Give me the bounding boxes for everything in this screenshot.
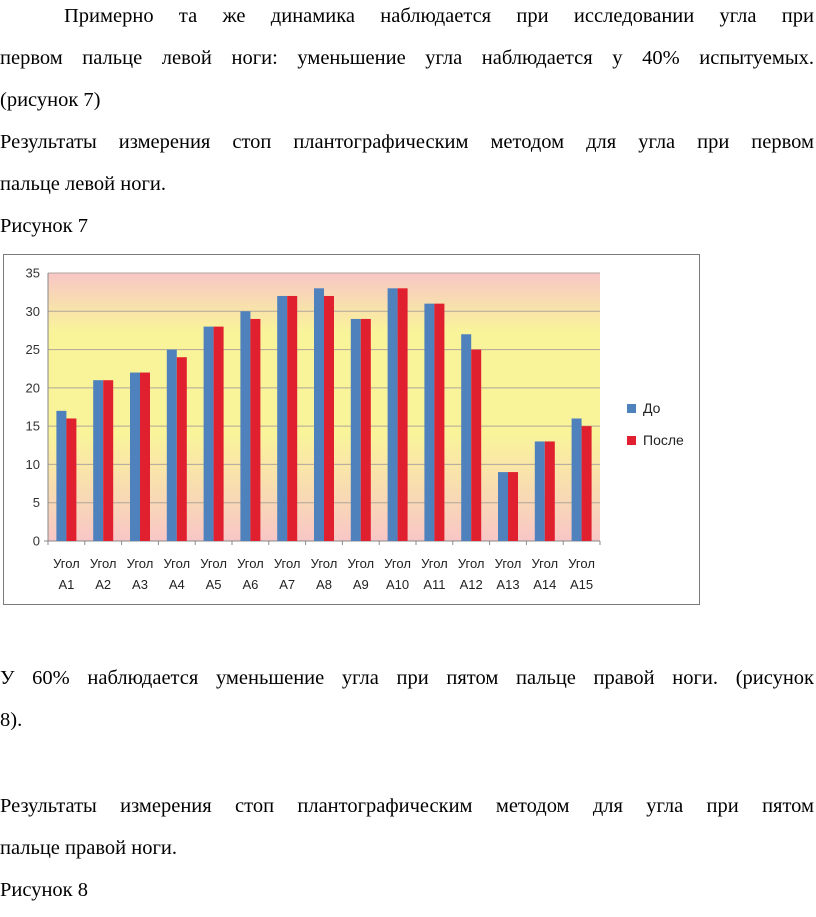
bar-posle-7 [287, 296, 297, 541]
bar-do-9 [351, 319, 361, 541]
chart-svg [4, 255, 699, 604]
x-tick-label: А15 [570, 577, 594, 592]
x-tick-label: Угол [126, 556, 154, 571]
x-tick-label: А13 [496, 577, 520, 592]
bar-do-11 [424, 304, 434, 541]
bar-posle-5 [214, 327, 224, 541]
x-tick-label: А5 [205, 577, 222, 592]
bar-do-7 [277, 296, 287, 541]
bar-posle-12 [471, 350, 481, 541]
legend-label-posle: После [643, 432, 684, 448]
bar-do-5 [204, 327, 214, 541]
bar-posle-8 [324, 296, 334, 541]
bar-do-14 [535, 441, 545, 541]
bar-do-13 [498, 472, 508, 541]
paragraph-1-line-2: первом пальце левой ноги: уменьшение угла наблюдается у 40% испытуемых. [0, 47, 814, 69]
x-tick-label: Угол [89, 556, 117, 571]
bar-posle-1 [66, 418, 76, 541]
bar-do-4 [167, 350, 177, 541]
bar-posle-15 [582, 426, 592, 541]
x-tick-label: Угол [347, 556, 375, 571]
x-tick-label: А11 [423, 577, 446, 592]
x-tick-label: А3 [132, 577, 148, 592]
x-tick-label: Угол [237, 556, 264, 571]
paragraph-3-line-1: У 60% наблюдается уменьшение угла при пятом пальце правой ноги. (рисунок [0, 667, 814, 689]
x-tick-label: Угол [200, 556, 227, 571]
paragraph-1-line-1: Примерно та же динамика наблюдается при исследовании угла при [64, 5, 814, 27]
figure-8-caption: Рисунок 8 [0, 879, 89, 901]
bar-do-6 [240, 311, 250, 541]
x-tick-label: А12 [459, 577, 483, 592]
x-tick-label: Угол [494, 556, 522, 571]
figure-7-caption: Рисунок 7 [0, 215, 89, 237]
y-tick-label: 0 [32, 533, 40, 549]
chart-legend [627, 400, 684, 448]
x-tick-label: А7 [279, 577, 296, 592]
bar-posle-6 [250, 319, 260, 541]
bar-posle-13 [508, 472, 518, 541]
x-tick-label: Угол [310, 556, 338, 571]
bar-do-8 [314, 288, 324, 541]
x-tick-label: А6 [242, 577, 259, 592]
y-tick-label: 10 [25, 456, 40, 472]
x-tick-label: Угол [421, 556, 448, 571]
y-tick-label: 30 [25, 303, 40, 319]
x-tick-label: А4 [168, 577, 185, 592]
bar-posle-4 [177, 357, 187, 541]
x-tick-label: А14 [533, 577, 557, 592]
paragraph-2-line-2: пальце левой ноги. [0, 173, 166, 195]
y-tick-label: 20 [25, 380, 40, 396]
paragraph-3-line-2: 8). [0, 709, 23, 731]
y-tick-label: 35 [25, 265, 40, 281]
legend-swatch-posle [627, 436, 636, 445]
figure-7-chart [3, 254, 700, 605]
y-tick-label: 25 [25, 342, 40, 358]
x-tick-label: Угол [163, 556, 191, 571]
x-tick-label: А10 [386, 577, 410, 592]
x-tick-label: Угол [457, 556, 485, 571]
x-tick-label: А2 [95, 577, 112, 592]
x-tick-label: Угол [53, 556, 80, 571]
paragraph-1-line-3: (рисунок 7) [0, 89, 101, 111]
bar-do-10 [388, 288, 398, 541]
bar-do-12 [461, 334, 471, 541]
bar-posle-3 [140, 373, 150, 541]
paragraph-4-line-1: Результаты измерения стоп плантографическим методом для угла при пятом [0, 795, 814, 817]
bar-posle-11 [434, 304, 444, 541]
x-tick-label: А1 [58, 577, 75, 592]
bar-posle-14 [545, 441, 555, 541]
bar-posle-9 [361, 319, 371, 541]
x-tick-label: Угол [568, 556, 595, 571]
y-tick-label: 5 [32, 495, 40, 511]
legend-label-do: До [643, 400, 661, 416]
x-tick-label: Угол [384, 556, 411, 571]
paragraph-4-line-2: пальце правой ноги. [0, 837, 177, 859]
x-tick-label: Угол [273, 556, 301, 571]
bar-do-2 [93, 380, 103, 541]
legend-swatch-do [627, 404, 636, 413]
x-tick-label: А8 [316, 577, 332, 592]
bar-posle-2 [103, 380, 113, 541]
x-tick-label: Угол [531, 556, 559, 571]
bar-posle-10 [398, 288, 408, 541]
bar-do-1 [56, 411, 66, 541]
x-tick-label: А9 [352, 577, 369, 592]
bar-do-15 [572, 418, 582, 541]
bar-do-3 [130, 373, 140, 541]
y-tick-label: 15 [25, 418, 40, 434]
paragraph-2-line-1: Результаты измерения стоп плантографическим методом для угла при первом [0, 131, 814, 153]
